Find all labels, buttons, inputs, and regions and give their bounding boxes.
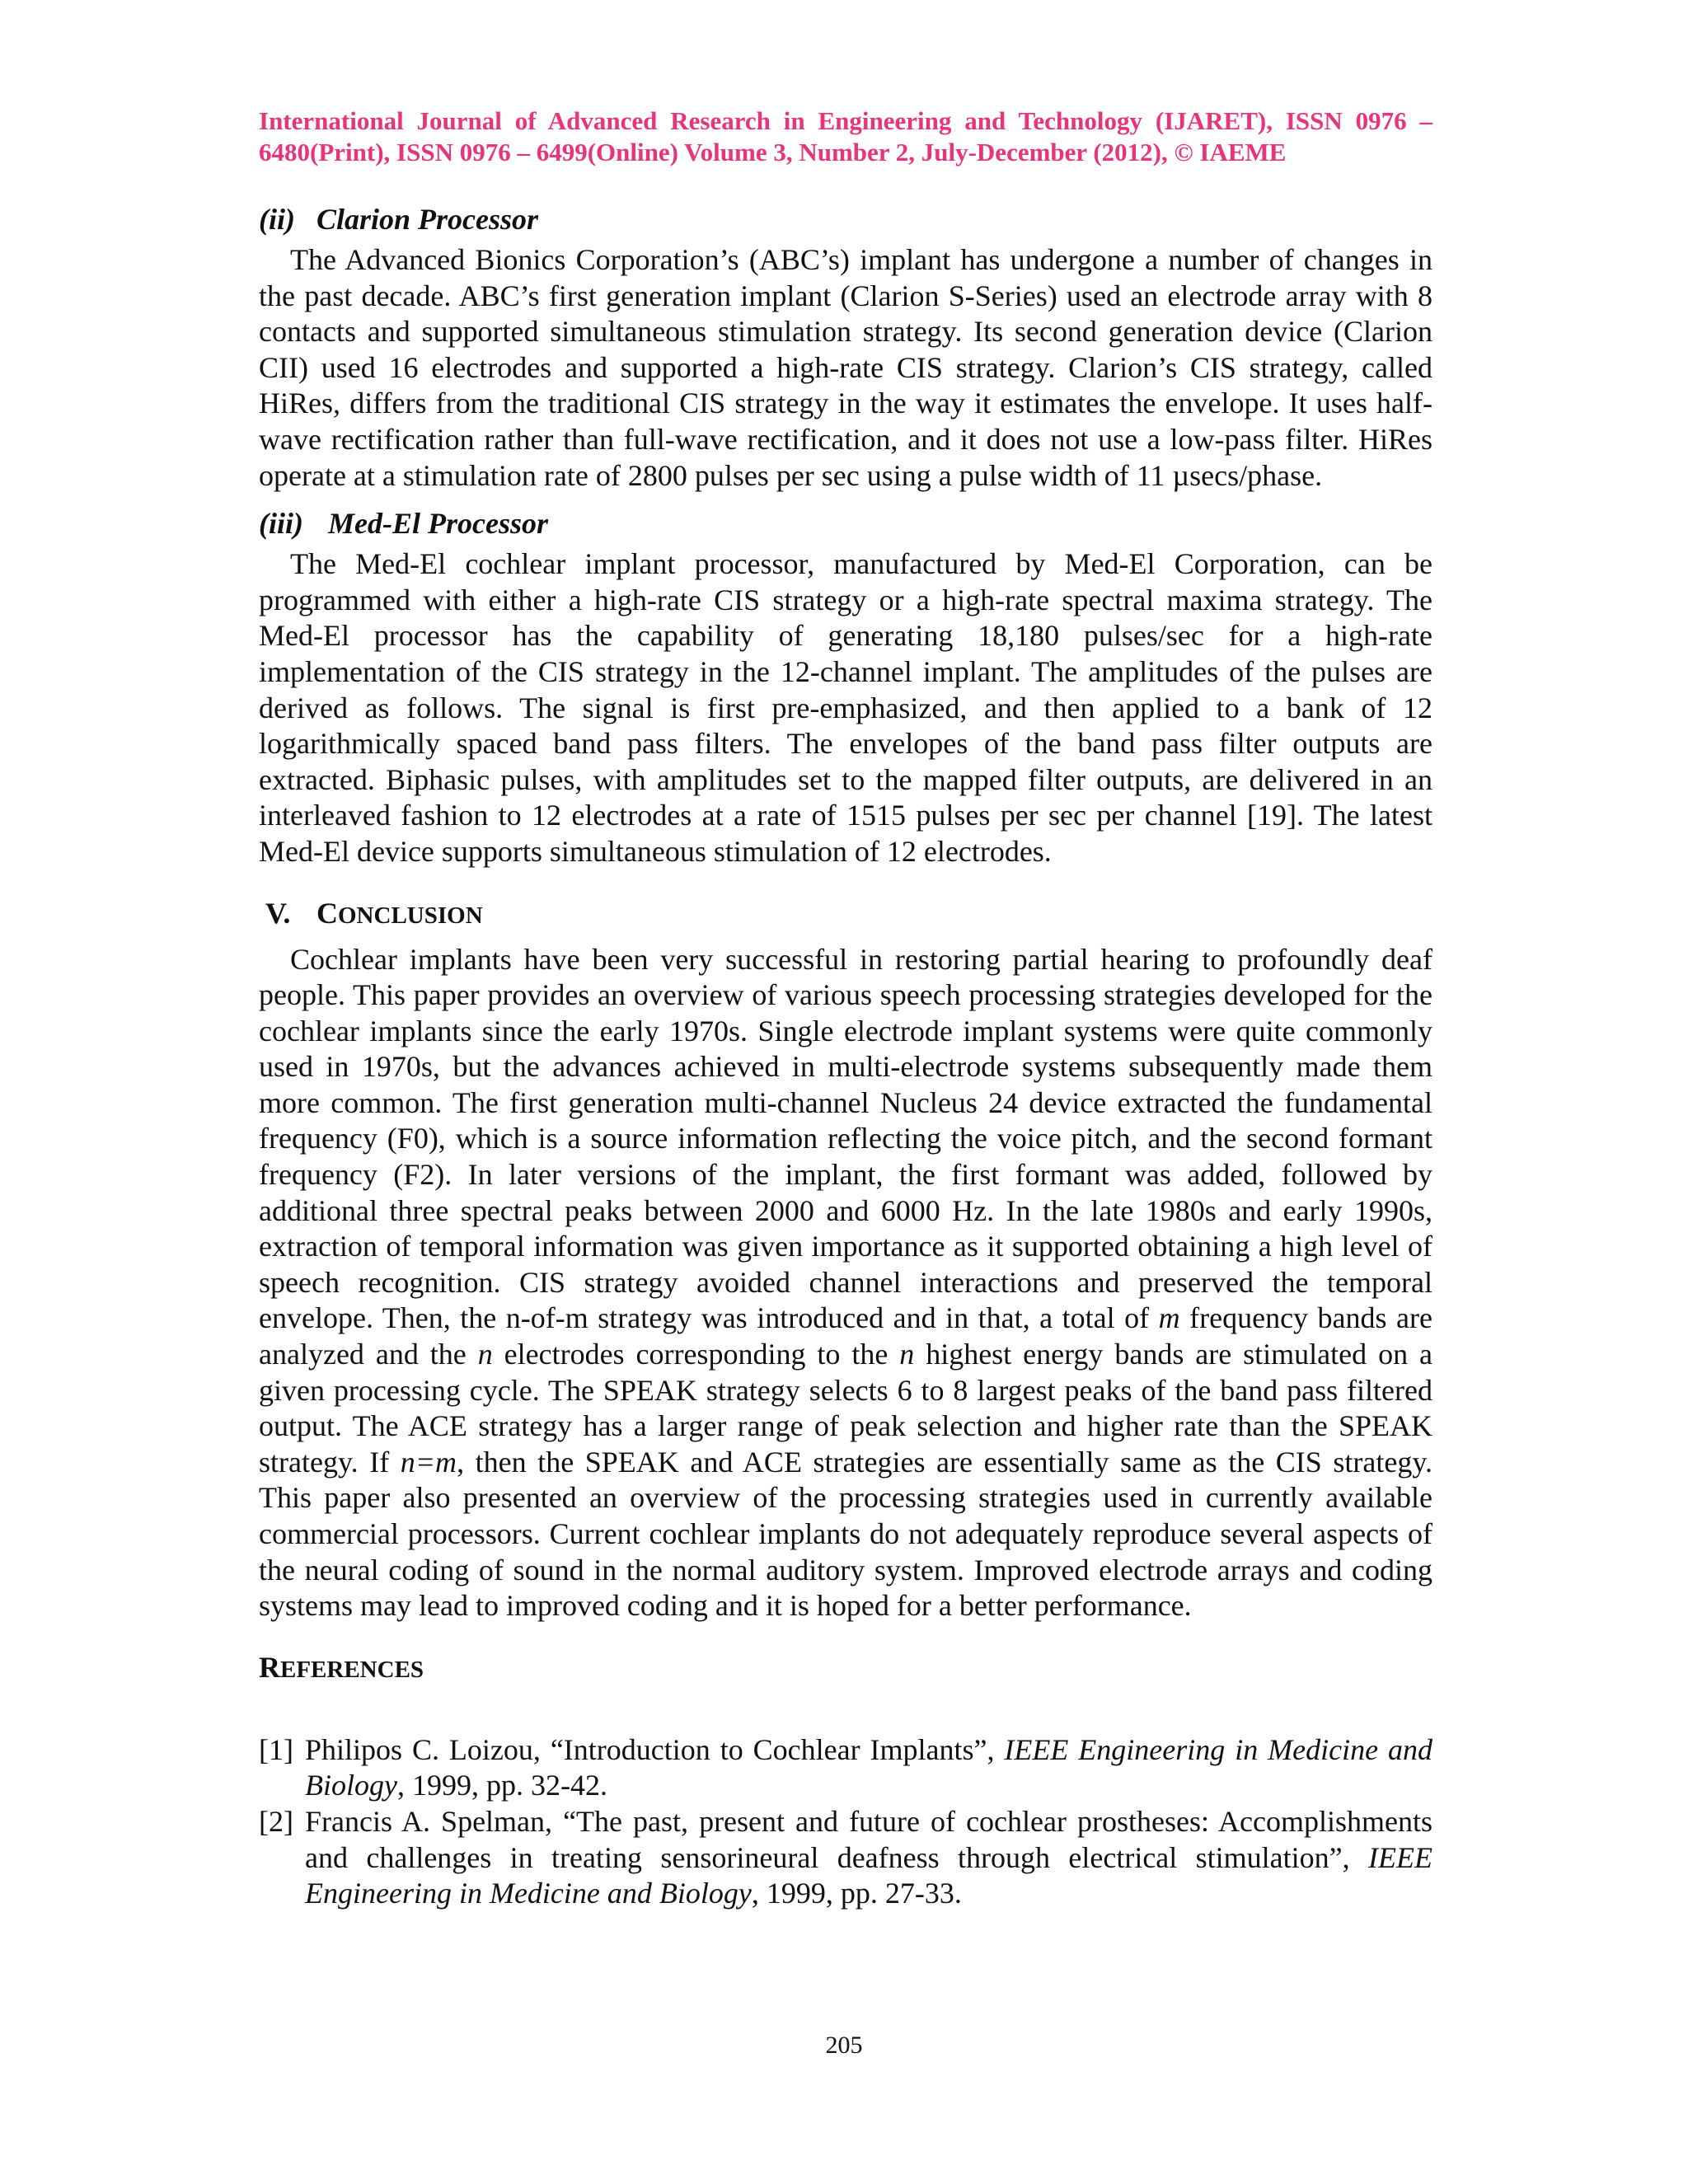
conclusion-heading-rest: ONCLUSION	[338, 902, 483, 929]
reference-item	[259, 1732, 1432, 1804]
page-number: 205	[825, 2032, 863, 2059]
conclusion-heading	[265, 895, 1432, 934]
clarion-paragraph: The Advanced Bionics Corporation’s (ABC’s) implant has undergone a number of changes in the past decade. ABC’s first generation implant (Clarion S-Series) used an electrode array with 8 contacts and supported simultaneous stimulation strategy. Its second generation device (Clarion CII) used 16 electrodes and supported a high-rate CIS strategy. Clarion’s CIS strategy, called HiRes, differs from the traditional CIS strategy in the way it estimates the envelope. It uses half-wave rectification rather than full-wave rectification, and it does not use a low-pass filter. HiRes operate at a stimulation rate of 2800 pulses per sec using a pulse width of 11 µsecs/phase.	[259, 243, 1432, 492]
reference-details: , 1999, pp. 27-33.	[751, 1877, 962, 1910]
reference-venue: IEEE Engineering in Medicine and Biology	[305, 1732, 1432, 1802]
reference-text: Philipos C. Loizou, “Introduction to Cochlear Implants”,	[305, 1732, 1005, 1766]
reference-number: [2]	[259, 1804, 293, 1838]
page-content	[259, 201, 1432, 1912]
conclusion-paragraph	[259, 942, 1432, 1624]
clarion-heading	[259, 201, 1432, 237]
conclusion-heading-initial: C	[316, 896, 338, 930]
medel-paragraph: The Med-El cochlear implant processor, manufactured by Med-El Corporation, can be programmed with either a high-rate CIS strategy or a high-rate spectral maxima strategy. The Med-El processor has the capability of generating 18,180 pulses/sec for a high-rate implementation of the CIS strategy in the 12-channel implant. The amplitudes of the pulses are derived as follows. The signal is first pre-emphasized, and then applied to a bank of 12 logarithmically spaced band pass filters. The envelopes of the band pass filter outputs are extracted. Biphasic pulses, with amplitudes set to the mapped filter outputs, are delivered in an interleaved fashion to 12 electrodes at a rate of 1515 pulses per sec per channel [19]. The latest Med-El device supports simultaneous stimulation of 12 electrodes.	[259, 547, 1432, 868]
reference-text: Francis A. Spelman, “The past, present and future of cochlear prostheses: Accomplishments and challenges in treating sensorineural deafness through electrical stimulation”,	[305, 1804, 1432, 1874]
reference-details: , 1999, pp. 32-42.	[396, 1769, 607, 1802]
reference-number: [1]	[259, 1732, 293, 1766]
conclusion-heading-number: V.	[265, 896, 291, 930]
reference-venue: IEEE Engineering in Medicine and Biology	[305, 1840, 1432, 1910]
conclusion-equation: n=m	[400, 1445, 457, 1479]
medel-heading	[259, 505, 1432, 541]
references-heading-rest: EFERENCES	[280, 1656, 424, 1683]
conclusion-var-m: m	[1158, 1301, 1180, 1335]
medel-heading-number: (iii)	[259, 507, 303, 541]
conclusion-text-3: electrodes corresponding to the	[492, 1338, 900, 1371]
conclusion-text-2: frequency bands are analyzed and the	[259, 1301, 1432, 1371]
conclusion-text-1: Cochlear implants have been very successful in restoring partial hearing to profoundly deaf people. This paper provides an overview of various speech processing strategies developed for the cochlear implants since the early 1970s. Single electrode implant systems were quite commonly used in 1970s, but the advances achieved in multi-electrode systems subsequently made them more common. The first generation multi-channel Nucleus 24 device extracted the fundamental frequency (F0), which is a source information reflecting the voice pitch, and the second formant frequency (F2). In later versions of the implant, the first formant was added, followed by additional three spectral peaks between 2000 and 6000 Hz. In the late 1980s and early 1990s, extraction of temporal information was given importance as it supported obtaining a high level of speech recognition. CIS strategy avoided channel interactions and preserved the temporal envelope. Then, the n-of-m strategy was introduced and in that, a total of	[259, 942, 1432, 1335]
conclusion-var-n-second: n	[899, 1338, 915, 1371]
medel-heading-title: Med-El Processor	[328, 507, 548, 541]
references-heading-initial: R	[259, 1650, 280, 1684]
clarion-heading-title: Clarion Processor	[316, 203, 539, 236]
conclusion-text-4: highest energy bands are stimulated on a given processing cycle. The SPEAK strategy selects 6 to 8 largest peaks of the band pass filtered output. The ACE strategy has a larger range of peak selection and higher rate than the SPEAK strategy. If	[259, 1338, 1433, 1479]
conclusion-text-5: , then the SPEAK and ACE strategies are essentially same as the CIS strategy. This paper also presented an overview of the processing strategies used in currently available commercial processors. Current cochlear implants do not adequately reproduce several aspects of the neural coding of sound in the normal auditory system. Improved electrode arrays and coding systems may lead to improved coding and it is hoped for a better performance.	[259, 1445, 1432, 1623]
conclusion-var-n: n	[477, 1338, 493, 1371]
clarion-heading-number: (ii)	[259, 203, 295, 236]
references-heading	[259, 1649, 1432, 1688]
reference-item	[259, 1804, 1432, 1912]
reference-list	[259, 1732, 1432, 1912]
journal-header: International Journal of Advanced Research in Engineering and Technology (IJARET), ISSN 0976 – 6480(Print), ISSN 0976 – 6499(Online) Volume 3, Number 2, July-December (2012), © IAEME	[259, 106, 1432, 166]
